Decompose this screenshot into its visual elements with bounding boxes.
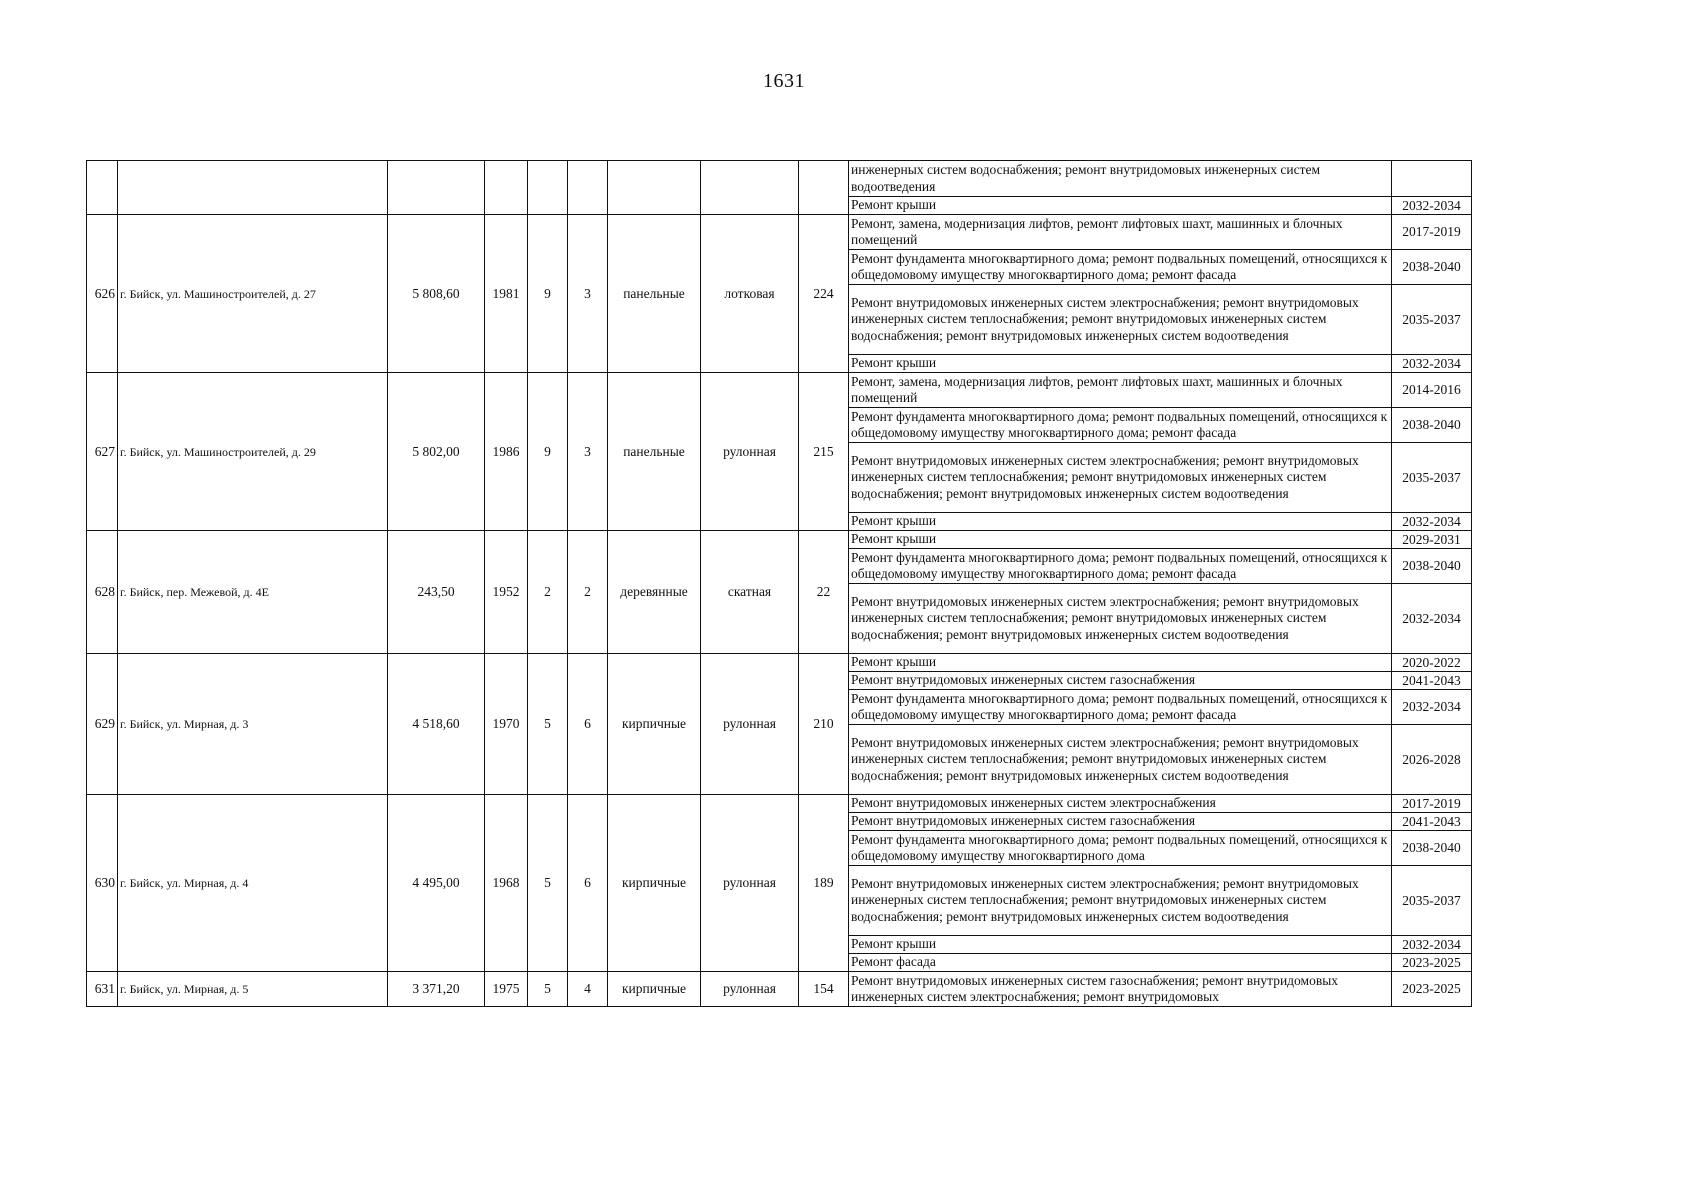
year-cell: 1986: [485, 373, 528, 531]
work-period: 2032-2034: [1392, 513, 1472, 531]
work-description: Ремонт, замена, модернизация лифтов, ремонт лифтовых шахт, машинных и блочных помещений: [849, 215, 1392, 250]
table-row: [87, 373, 1472, 408]
work-description: Ремонт внутридомовых инженерных систем газоснабжения: [849, 672, 1392, 690]
work-period: 2017-2019: [1392, 795, 1472, 813]
work-period: 2017-2019: [1392, 215, 1472, 250]
address-cell: г. Бийск, ул. Машиностроителей, д. 29: [118, 373, 388, 531]
wall-material-cell: кирпичные: [608, 654, 701, 795]
address-cell: г. Бийск, пер. Межевой, д. 4Е: [118, 531, 388, 654]
work-period: 2026-2028: [1392, 725, 1472, 795]
page-number: 1631: [763, 70, 805, 92]
work-description: Ремонт фасада: [849, 954, 1392, 972]
area-cell: 243,50: [388, 531, 485, 654]
row-number: 626: [87, 215, 118, 373]
work-description: Ремонт фундамента многоквартирного дома; ремонт подвальных помещений, относящихся к общедомовому имуществу многоквартирного дома; ремонт фасада: [849, 690, 1392, 725]
table-row: [87, 654, 1472, 672]
work-period: 2041-2043: [1392, 813, 1472, 831]
year-cell: 1981: [485, 215, 528, 373]
area-cell: 4 518,60: [388, 654, 485, 795]
work-period: 2032-2034: [1392, 355, 1472, 373]
work-period: 2029-2031: [1392, 531, 1472, 549]
empty-cell: [701, 161, 799, 215]
work-description: инженерных систем водоснабжения; ремонт внутридомовых инженерных систем водоотведения: [849, 161, 1392, 197]
year-cell: 1970: [485, 654, 528, 795]
work-description: Ремонт внутридомовых инженерных систем электроснабжения; ремонт внутридомовых инженерных систем теплоснабжения; ремонт внутридомовых инженерных систем водоснабжения; ремонт внутридомовых инженерных систем водоотведения: [849, 725, 1392, 795]
work-description: Ремонт крыши: [849, 197, 1392, 215]
wall-material-cell: кирпичные: [608, 795, 701, 972]
entrances-cell: 4: [568, 972, 608, 1007]
roof-type-cell: рулонная: [701, 795, 799, 972]
work-period: 2035-2037: [1392, 866, 1472, 936]
roof-type-cell: рулонная: [701, 373, 799, 531]
work-period: 2020-2022: [1392, 654, 1472, 672]
work-description: Ремонт внутридомовых инженерных систем газоснабжения: [849, 813, 1392, 831]
wall-material-cell: панельные: [608, 215, 701, 373]
work-description: Ремонт внутридомовых инженерных систем электроснабжения; ремонт внутридомовых инженерных систем теплоснабжения; ремонт внутридомовых инженерных систем водоснабжения; ремонт внутридомовых инженерных систем водоотведения: [849, 584, 1392, 654]
work-period: 2023-2025: [1392, 954, 1472, 972]
work-description: Ремонт фундамента многоквартирного дома; ремонт подвальных помещений, относящихся к общедомовому имуществу многоквартирного дома; ремонт фасада: [849, 549, 1392, 584]
work-description: Ремонт крыши: [849, 531, 1392, 549]
year-cell: 1952: [485, 531, 528, 654]
wall-material-cell: кирпичные: [608, 972, 701, 1007]
floors-cell: 9: [528, 215, 568, 373]
table-row: [87, 215, 1472, 250]
entrances-cell: 6: [568, 654, 608, 795]
work-period: 2032-2034: [1392, 690, 1472, 725]
floors-cell: 5: [528, 795, 568, 972]
work-description: Ремонт крыши: [849, 513, 1392, 531]
work-description: Ремонт крыши: [849, 654, 1392, 672]
work-period: 2038-2040: [1392, 831, 1472, 866]
work-period: 2035-2037: [1392, 443, 1472, 513]
work-description: Ремонт внутридомовых инженерных систем электроснабжения; ремонт внутридомовых инженерных систем теплоснабжения; ремонт внутридомовых инженерных систем водоснабжения; ремонт внутридомовых инженерных систем водоотведения: [849, 866, 1392, 936]
entrances-cell: 2: [568, 531, 608, 654]
work-description: Ремонт крыши: [849, 936, 1392, 954]
floors-cell: 2: [528, 531, 568, 654]
table-row: [87, 161, 1472, 197]
empty-cell: [118, 161, 388, 215]
work-period: 2023-2025: [1392, 972, 1472, 1007]
empty-cell: [388, 161, 485, 215]
work-period: 2035-2037: [1392, 285, 1472, 355]
address-cell: г. Бийск, ул. Мирная, д. 3: [118, 654, 388, 795]
work-description: Ремонт внутридомовых инженерных систем газоснабжения; ремонт внутридомовых инженерных систем электроснабжения; ремонт внутридомовых: [849, 972, 1392, 1007]
address-cell: г. Бийск, ул. Мирная, д. 4: [118, 795, 388, 972]
work-description: Ремонт внутридомовых инженерных систем электроснабжения; ремонт внутридомовых инженерных систем теплоснабжения; ремонт внутридомовых инженерных систем водоснабжения; ремонт внутридомовых инженерных систем водоотведения: [849, 443, 1392, 513]
work-description: Ремонт фундамента многоквартирного дома; ремонт подвальных помещений, относящихся к общедомовому имуществу многоквартирного дома; ремонт фасада: [849, 408, 1392, 443]
floors-cell: 5: [528, 654, 568, 795]
row-number: 629: [87, 654, 118, 795]
entrances-cell: 6: [568, 795, 608, 972]
empty-cell: [528, 161, 568, 215]
work-description: Ремонт внутридомовых инженерных систем электроснабжения; ремонт внутридомовых инженерных систем теплоснабжения; ремонт внутридомовых инженерных систем водоснабжения; ремонт внутридомовых инженерных систем водоотведения: [849, 285, 1392, 355]
work-description: Ремонт фундамента многоквартирного дома; ремонт подвальных помещений, относящихся к общедомовому имуществу многоквартирного дома: [849, 831, 1392, 866]
work-period: 2032-2034: [1392, 197, 1472, 215]
work-period: 2041-2043: [1392, 672, 1472, 690]
year-cell: 1968: [485, 795, 528, 972]
table-row: [87, 795, 1472, 813]
roof-type-cell: рулонная: [701, 972, 799, 1007]
residents-cell: 224: [799, 215, 849, 373]
work-period: 2032-2034: [1392, 936, 1472, 954]
work-period: 2038-2040: [1392, 549, 1472, 584]
area-cell: 4 495,00: [388, 795, 485, 972]
roof-type-cell: скатная: [701, 531, 799, 654]
residents-cell: 189: [799, 795, 849, 972]
row-number: 631: [87, 972, 118, 1007]
empty-cell: [799, 161, 849, 215]
wall-material-cell: деревянные: [608, 531, 701, 654]
empty-cell: [485, 161, 528, 215]
floors-cell: 5: [528, 972, 568, 1007]
area-cell: 5 802,00: [388, 373, 485, 531]
work-description: Ремонт внутридомовых инженерных систем электроснабжения: [849, 795, 1392, 813]
area-cell: 3 371,20: [388, 972, 485, 1007]
year-cell: 1975: [485, 972, 528, 1007]
table-row: [87, 972, 1472, 1007]
entrances-cell: 3: [568, 215, 608, 373]
area-cell: 5 808,60: [388, 215, 485, 373]
work-period: 2014-2016: [1392, 373, 1472, 408]
work-description: Ремонт крыши: [849, 355, 1392, 373]
address-cell: г. Бийск, ул. Мирная, д. 5: [118, 972, 388, 1007]
row-number: 627: [87, 373, 118, 531]
work-period: 2032-2034: [1392, 584, 1472, 654]
repair-schedule-table: [86, 160, 1472, 1007]
row-number: 630: [87, 795, 118, 972]
empty-cell: [608, 161, 701, 215]
work-period: 2038-2040: [1392, 250, 1472, 285]
residents-cell: 210: [799, 654, 849, 795]
empty-cell: [568, 161, 608, 215]
row-number: 628: [87, 531, 118, 654]
work-period: [1392, 161, 1472, 197]
residents-cell: 22: [799, 531, 849, 654]
address-cell: г. Бийск, ул. Машиностроителей, д. 27: [118, 215, 388, 373]
work-description: Ремонт фундамента многоквартирного дома; ремонт подвальных помещений, относящихся к общедомовому имуществу многоквартирного дома; ремонт фасада: [849, 250, 1392, 285]
roof-type-cell: рулонная: [701, 654, 799, 795]
work-period: 2038-2040: [1392, 408, 1472, 443]
empty-cell: [87, 161, 118, 215]
entrances-cell: 3: [568, 373, 608, 531]
floors-cell: 9: [528, 373, 568, 531]
roof-type-cell: лотковая: [701, 215, 799, 373]
table-row: [87, 531, 1472, 549]
residents-cell: 154: [799, 972, 849, 1007]
wall-material-cell: панельные: [608, 373, 701, 531]
work-description: Ремонт, замена, модернизация лифтов, ремонт лифтовых шахт, машинных и блочных помещений: [849, 373, 1392, 408]
residents-cell: 215: [799, 373, 849, 531]
